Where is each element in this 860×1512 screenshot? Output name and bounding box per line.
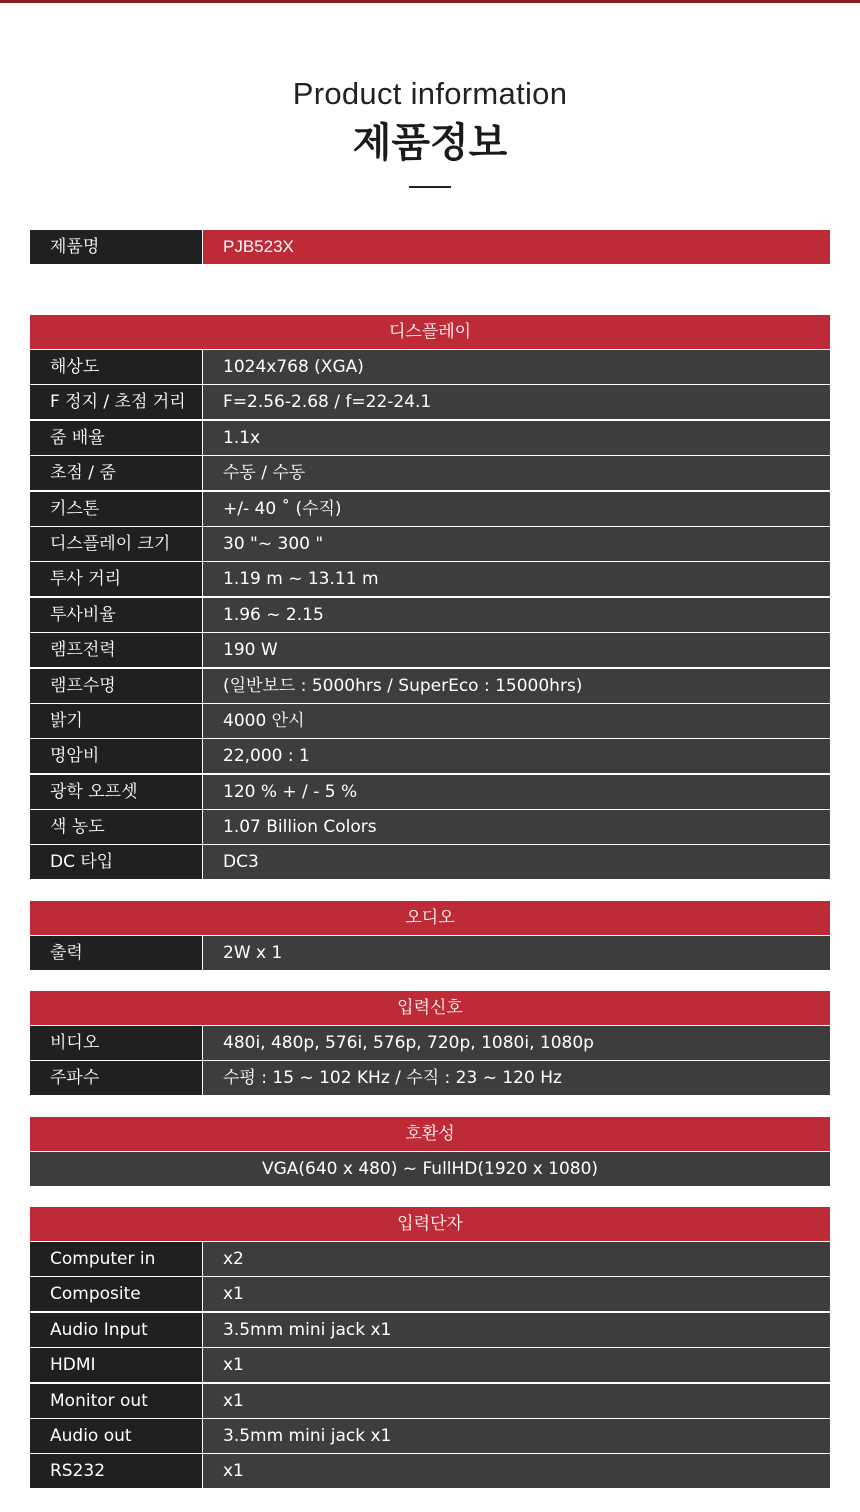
model-value: PJB523X [203,230,830,264]
spec-label: 키스톤 [30,492,202,526]
terminal-rows [30,1242,830,1488]
spec-label: 명암비 [30,739,202,773]
compat-row [30,1152,830,1186]
spec-value: 3.5mm mini jack x1 [203,1419,830,1453]
spec-value: x2 [203,1242,830,1276]
spec-row [30,1348,830,1382]
spec-row [30,492,830,526]
spec-row [30,1061,830,1095]
spec-label: 줌 배율 [30,421,202,455]
spec-label: 밝기 [30,704,202,738]
spec-label: Audio Input [30,1313,202,1347]
spec-row [30,775,830,809]
spec-label: Audio out [30,1419,202,1453]
spec-value: 120 % + / - 5 % [203,775,830,809]
spec-value: x1 [203,1277,830,1311]
spec-row [30,1384,830,1418]
spec-row [30,598,830,632]
spec-row [30,1277,830,1311]
spec-value: DC3 [203,845,830,879]
section-title-compat: 호환성 [30,1117,830,1151]
display-table [30,315,830,881]
model-label: 제품명 [30,230,202,264]
top-accent-line [0,0,860,3]
spec-label: RS232 [30,1454,202,1488]
spec-value: 1.07 Billion Colors [203,810,830,844]
spec-row [30,421,830,455]
spec-row [30,1454,830,1488]
spec-label: 광학 오프셋 [30,775,202,809]
spec-label: 디스플레이 크기 [30,527,202,561]
spec-row [30,350,830,384]
section-title-audio: 오디오 [30,901,830,935]
spec-label: F 정지 / 초점 거리 [30,385,202,419]
input-signal-rows [30,1026,830,1095]
spec-row [30,456,830,490]
spec-row [30,385,830,419]
spec-value: 190 W [203,633,830,667]
spec-value: +/- 40 ˚ (수직) [203,492,830,526]
spec-value: (일반보드 : 5000hrs / SuperEco : 15000hrs) [203,669,830,703]
spec-label: 램프전력 [30,633,202,667]
spec-value: 4000 안시 [203,704,830,738]
spec-label: 해상도 [30,350,202,384]
title-english: Product information [292,76,568,111]
spec-value: 1024x768 (XGA) [203,350,830,384]
spec-value: 480i, 480p, 576i, 576p, 720p, 1080i, 1080p [203,1026,830,1060]
spec-row [30,1419,830,1453]
spec-value: 1.1x [203,421,830,455]
spec-label: 출력 [30,936,202,970]
spec-row [30,1026,830,1060]
spec-value: F=2.56-2.68 / f=22-24.1 [203,385,830,419]
spec-label: 초점 / 줌 [30,456,202,490]
spec-label: HDMI [30,1348,202,1382]
spec-row [30,527,830,561]
audio-rows [30,936,830,970]
spec-label: 주파수 [30,1061,202,1095]
spec-row [30,704,830,738]
spec-value: x1 [203,1384,830,1418]
spec-label: 색 농도 [30,810,202,844]
spec-label: 램프수명 [30,669,202,703]
model-row [30,230,830,264]
section-title-input-signal: 입력신호 [30,991,830,1025]
spec-value: 22,000 : 1 [203,739,830,773]
spec-label: DC 타입 [30,845,202,879]
spec-row [30,562,830,596]
spec-label: 비디오 [30,1026,202,1060]
spec-value: 1.96 ~ 2.15 [203,598,830,632]
spec-row [30,1313,830,1347]
audio-table [30,901,830,971]
compat-table [30,1117,830,1187]
spec-label: Monitor out [30,1384,202,1418]
spec-value: x1 [203,1454,830,1488]
section-title-terminals: 입력단자 [30,1207,830,1241]
spec-label: 투사 거리 [30,562,202,596]
spec-value: 30 "~ 300 " [203,527,830,561]
spec-value: 3.5mm mini jack x1 [203,1313,830,1347]
terminals-table [30,1207,830,1490]
spec-row [30,633,830,667]
spec-row [30,669,830,703]
section-title-display: 디스플레이 [30,315,830,349]
spec-row [30,810,830,844]
spec-value: 1.19 m ~ 13.11 m [203,562,830,596]
spec-value: 2W x 1 [203,936,830,970]
spec-row [30,845,830,879]
spec-label: Computer in [30,1242,202,1276]
page-header [0,74,860,188]
input-signal-table [30,991,830,1097]
title-korean: 제품정보 [352,120,508,166]
model-table [30,230,830,265]
title-divider [409,186,451,188]
spec-row [30,1242,830,1276]
display-rows [30,350,830,879]
compat-value: VGA(640 x 480) ~ FullHD(1920 x 1080) [30,1152,830,1186]
spec-value: 수평 : 15 ~ 102 KHz / 수직 : 23 ~ 120 Hz [203,1061,830,1095]
spec-value: 수동 / 수동 [203,456,830,490]
spec-row [30,739,830,773]
spec-value: x1 [203,1348,830,1382]
spec-label: 투사비율 [30,598,202,632]
spec-label: Composite [30,1277,202,1311]
spec-row [30,936,830,970]
